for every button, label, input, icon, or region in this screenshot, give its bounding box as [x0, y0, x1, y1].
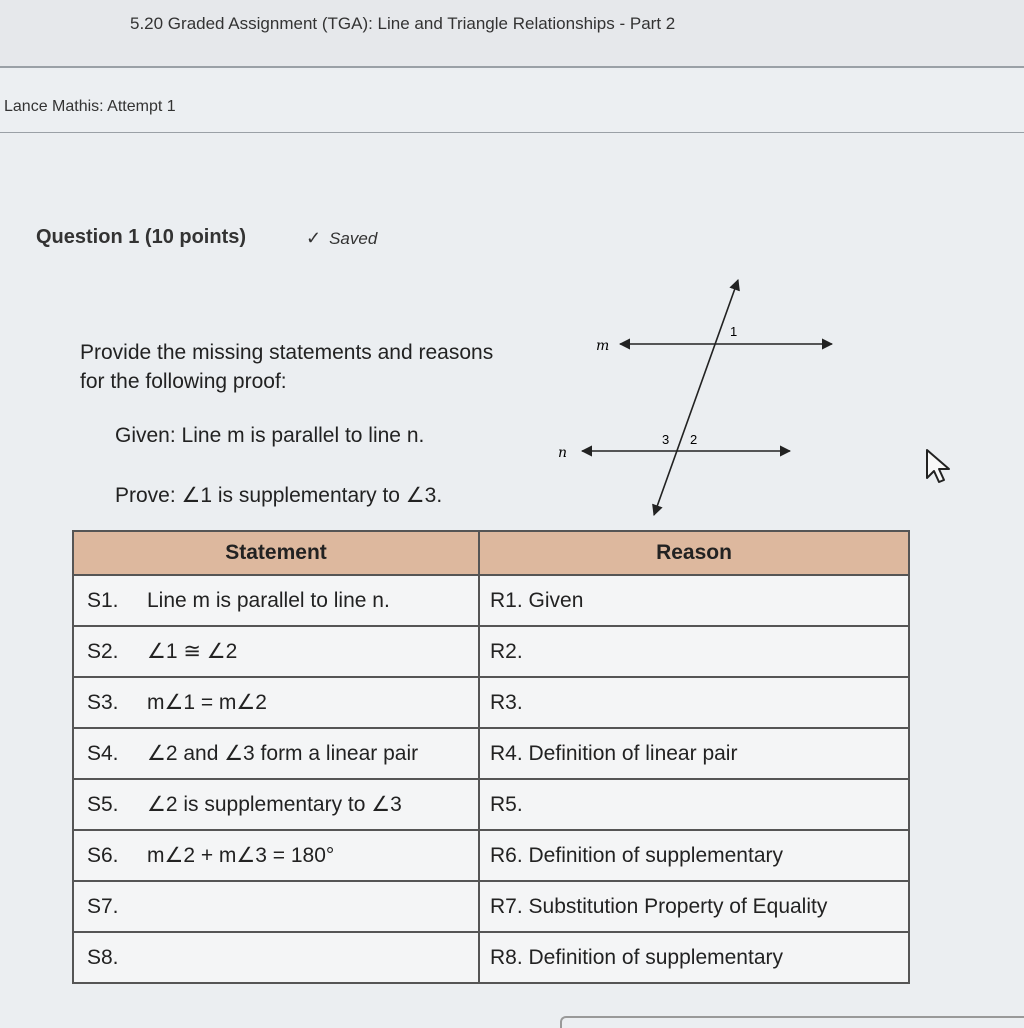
table-header-row [73, 531, 909, 575]
reason-cell[interactable]: R3. [479, 677, 909, 728]
statement-cell[interactable] [73, 932, 479, 983]
statement-cell[interactable] [73, 677, 479, 728]
assignment-title: 5.20 Graded Assignment (TGA): Line and Triangle Relationships - Part 2 [130, 14, 676, 33]
saved-status [306, 228, 377, 249]
statement-cell[interactable] [73, 830, 479, 881]
saved-label: Saved [329, 229, 378, 248]
statement-number: S1. [87, 588, 119, 612]
given-text: Line m is parallel to line n. [181, 424, 425, 447]
statement-number: S8. [87, 945, 119, 969]
angle-1-label: 1 [730, 324, 738, 339]
statement-text: Line m is parallel to line n. [147, 588, 390, 612]
statement-text: ∠2 is supplementary to ∠3 [147, 793, 402, 816]
question-title: Question 1 (10 points) [36, 226, 247, 248]
reason-cell[interactable]: R7. Substitution Property of Equality [479, 881, 909, 932]
reason-cell[interactable]: R8. Definition of supplementary [479, 932, 909, 983]
statement-text: ∠2 and ∠3 form a linear pair [147, 742, 419, 765]
prove-line [115, 483, 442, 508]
table-row [73, 830, 909, 881]
statement-number: S7. [87, 894, 119, 918]
statement-number: S3. [87, 691, 119, 714]
proof-table [72, 530, 910, 984]
table-row [73, 728, 909, 779]
prove-text: ∠1 is supplementary to ∠3. [181, 484, 443, 507]
statement-header: Statement [73, 531, 479, 575]
attempt-label: Lance Mathis: Attempt 1 [4, 98, 176, 115]
angle-3-label: 3 [662, 432, 670, 447]
transversal [654, 280, 738, 515]
check-icon: ✓ [306, 228, 322, 248]
given-line [115, 424, 424, 448]
table-row [73, 779, 909, 830]
prove-label: Prove: [115, 484, 176, 507]
statement-cell[interactable] [73, 728, 479, 779]
reason-cell[interactable]: R2. [479, 626, 909, 677]
statement-cell[interactable] [73, 779, 479, 830]
table-row [73, 575, 909, 626]
title-bar [0, 0, 1024, 68]
angle-2-label: 2 [690, 432, 698, 447]
statement-cell[interactable] [73, 881, 479, 932]
line-n-label: n [558, 445, 568, 461]
statement-text: m∠1 = m∠2 [147, 691, 267, 714]
bottom-panel-edge [560, 1016, 1024, 1028]
question-instructions: Provide the missing statements and reasons for the following proof: [80, 341, 494, 393]
statement-text: ∠1 ≅ ∠2 [147, 640, 238, 663]
parallel-lines-diagram [550, 270, 850, 520]
table-row [73, 677, 909, 728]
statement-cell[interactable] [73, 626, 479, 677]
reason-header: Reason [479, 531, 909, 575]
statement-text [141, 895, 147, 918]
table-row [73, 932, 909, 983]
statement-number: S5. [87, 793, 119, 816]
reason-cell[interactable]: R5. [479, 779, 909, 830]
statement-text [141, 946, 147, 969]
reason-cell[interactable]: R1. Given [479, 575, 909, 626]
line-m-label: m [596, 338, 610, 354]
statement-number: S4. [87, 742, 119, 765]
mouse-cursor-icon [924, 448, 954, 488]
table-row [73, 626, 909, 677]
reason-cell[interactable]: R6. Definition of supplementary [479, 830, 909, 881]
given-label: Given: [115, 424, 176, 447]
statement-text: m∠2 + m∠3 = 180° [147, 844, 335, 867]
statement-number: S2. [87, 640, 119, 663]
table-row [73, 881, 909, 932]
statement-number: S6. [87, 844, 119, 867]
statement-cell[interactable] [73, 575, 479, 626]
reason-cell[interactable]: R4. Definition of linear pair [479, 728, 909, 779]
